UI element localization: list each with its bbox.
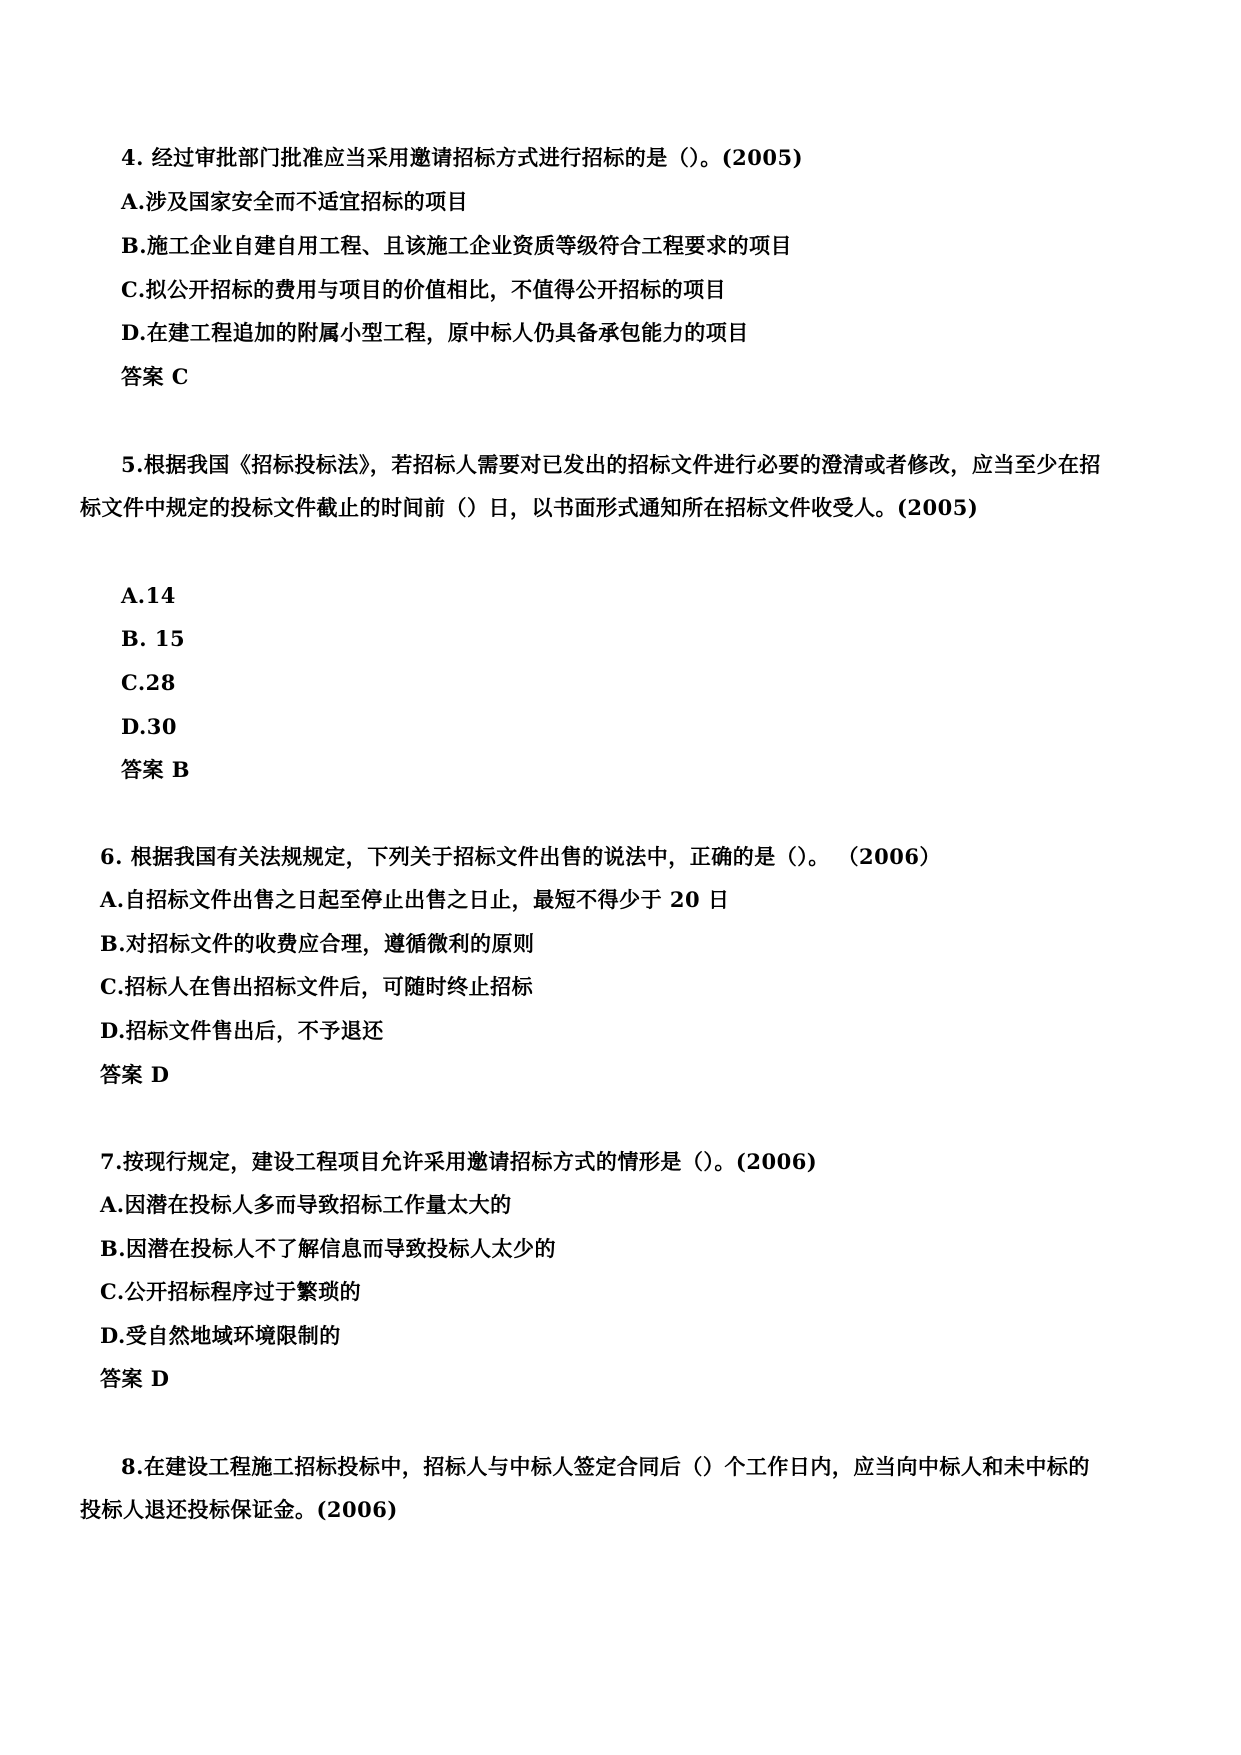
question-7-option-c: C.公开招标程序过于繁琐的 [100,1279,362,1304]
question-7-option-d: D.受自然地域环境限制的 [100,1323,341,1348]
question-4-option-b: B.施工企业自建自用工程、且该施工企业资质等级符合工程要求的项目 [121,233,793,258]
question-4-stem: 4. 经过审批部门批准应当采用邀请招标方式进行招标的是（）。(2005) [121,145,804,170]
question-4-option-a: A.涉及国家安全而不适宜招标的项目 [121,189,469,214]
question-7-option-a: A.因潜在投标人多而导致招标工作量太大的 [100,1192,512,1217]
question-5-option-a: A.14 [121,583,176,608]
question-6-option-a: A.自招标文件出售之日起至停止出售之日止，最短不得少于 20 日 [100,887,730,912]
question-6-stem: 6. 根据我国有关法规规定，下列关于招标文件出售的说法中，正确的是（）。 （2006） [100,844,941,869]
question-6-option-b: B.对招标文件的收费应合理，遵循微利的原则 [100,931,535,956]
question-7-stem: 7.按现行规定，建设工程项目允许采用邀请招标方式的情形是（）。(2006) [100,1149,818,1174]
question-6-option-d: D.招标文件售出后，不予退还 [100,1018,384,1043]
question-5-stem-line2: 标文件中规定的投标文件截止的时间前（）日，以书面形式通知所在招标文件收受人。(2005) [80,495,979,520]
question-7-answer: 答案 D [100,1366,170,1391]
question-5-stem-line1: 5.根据我国《招标投标法》，若招标人需要对已发出的招标文件进行必要的澄清或者修改，应当至少在招 [121,452,1101,477]
question-5-answer: 答案 B [121,757,191,782]
question-4-option-d: D.在建工程追加的附属小型工程，原中标人仍具备承包能力的项目 [121,320,749,345]
question-6-option-c: C.招标人在售出招标文件后，可随时终止招标 [100,974,534,999]
question-4-option-c: C.拟公开招标的费用与项目的价值相比，不值得公开招标的项目 [121,277,727,302]
question-8-stem-line1: 8.在建设工程施工招标投标中，招标人与中标人签定合同后（）个工作日内，应当向中标人和未中标的 [121,1454,1090,1479]
question-4-answer: 答案 C [121,364,190,389]
question-5-option-b: B. 15 [121,626,186,651]
question-7-option-b: B.因潜在投标人不了解信息而导致投标人太少的 [100,1236,557,1261]
question-5-option-c: C.28 [121,670,176,695]
question-5-option-d: D.30 [121,714,177,739]
question-6-answer: 答案 D [100,1062,170,1087]
question-8-stem-line2: 投标人退还投标保证金。(2006) [80,1497,398,1522]
